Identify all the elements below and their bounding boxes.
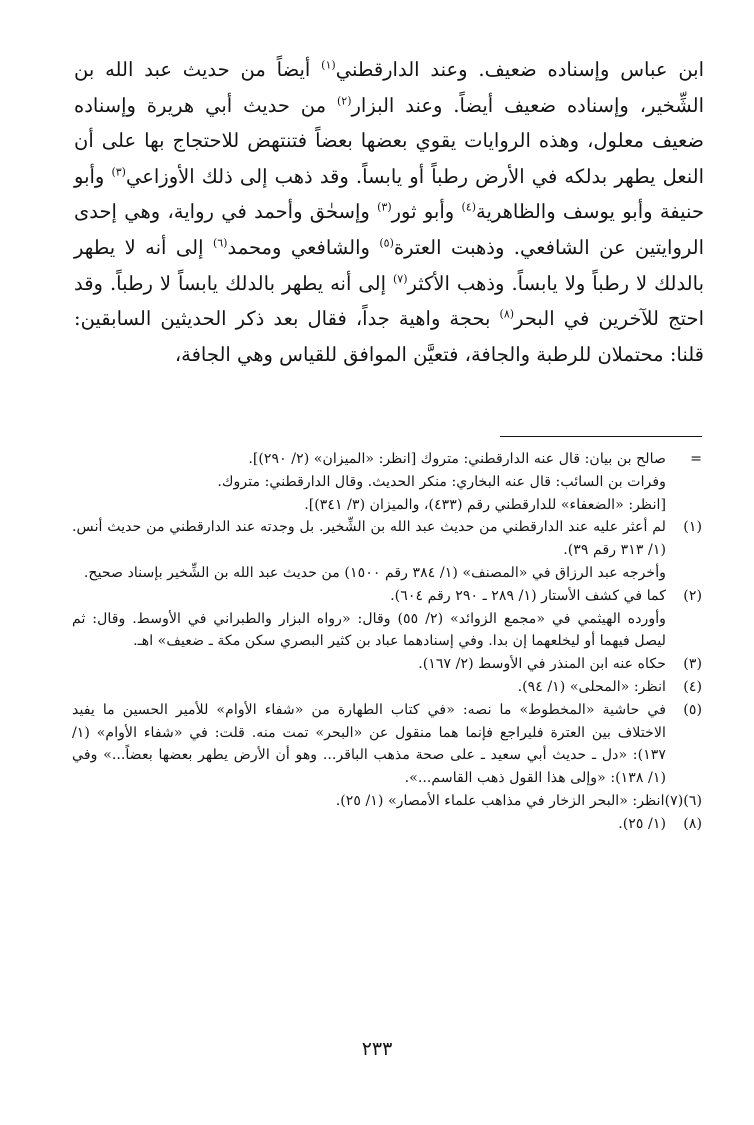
footnote-line: انظر: «المحلى» (١/ ٩٤).	[517, 678, 666, 695]
text-segment: إلى أنه يطهر بالدلك يابساً لا رطباً. وقد احتج للآخرين في البحر	[74, 271, 704, 331]
text-segment: وأبو ثور	[391, 200, 455, 224]
footnote-line: [انظر: «الضعفاء» للدارقطني رقم (٤٣٣)، والميزان (٣/ ٣٤١)].	[304, 496, 666, 513]
footnote-body	[72, 699, 666, 790]
footnote-body	[72, 585, 666, 653]
footnote-marker: (٨)	[683, 815, 702, 832]
footnote-ref[interactable]: (٣)	[111, 165, 126, 179]
footnote-6-7	[72, 790, 702, 813]
main-text	[74, 52, 704, 372]
footnote-ref[interactable]: (٧)	[392, 272, 408, 286]
footnote-body	[72, 790, 665, 813]
footnote-ref[interactable]: (٢)	[337, 94, 352, 108]
main-paragraph	[74, 52, 704, 372]
footnote-body	[72, 653, 666, 676]
text-segment: إلى أنه لا يطهر بالدلك لا رطباً ولا يابساً. وذهب الأكثر	[74, 235, 704, 295]
footnote-ref[interactable]: (٥)	[379, 236, 394, 250]
footnote-ref[interactable]: (١)	[321, 58, 336, 72]
footnote-4	[72, 676, 702, 699]
text-segment: وأبو حنيفة وأبو يوسف والظاهرية	[74, 164, 704, 224]
footnote-line: وفرات بن السائب: قال عنه البخاري: منكر الحديث. وقال الدارقطني: متروك.	[217, 473, 666, 490]
footnote-line: (١/ ٢٥).	[618, 815, 666, 832]
footnote-marker: =	[690, 451, 702, 467]
footnote-continuation	[72, 448, 702, 516]
footnote-2	[72, 585, 702, 653]
footnote-line: حكاه عنه ابن المنذر في الأوسط (٢/ ١٦٧).	[418, 656, 666, 673]
page-number: ٢٣٣	[361, 1038, 393, 1060]
footnote-marker: (٤)	[683, 678, 702, 695]
footnote-line: لم أعثر عليه عند الدارقطني من حديث عبد الله بن الشِّخير. بل وجدته عند الدارقطني من حديث أنس. (١/ ٣١٣ رقم ٣٩).	[72, 519, 666, 559]
footnote-marker: (٣)	[683, 656, 702, 673]
text-segment: ابن عباس وإسناده ضعيف. وعند الدارقطني	[335, 58, 705, 81]
footnote-line: في حاشية «المخطوط» ما نصه: «في كتاب الطهارة من «شفاء الأوام» للأمير الحسين ما يفيد الاختلاف بين العترة فليراجع فإنما هما منقول عن «البحر» تمت منه. قلت: في «شفاء الأوام» (١/ ١٣٧): «دل ـ حديث أبي سعيد ـ على صحة مذهب الباقر... وهو أن الأرض يطهر بعضها بعضاً...» وفي (١/ ١٣٨): «وإلى هذا القول ذهب القاسم...».	[72, 701, 666, 787]
footnote-ref[interactable]: (٣)	[377, 200, 392, 214]
footnote-separator	[500, 436, 702, 437]
text-segment: وإسحٰق وأحمد في رواية، وهي إحدى الروايتين عن الشافعي. وذهبت العترة	[74, 200, 704, 259]
footnote-marker: (٥)	[683, 701, 702, 718]
text-segment: من حديث أبي هريرة وإسناده ضعيف معلول، وهذه الروايات يقوي بعضها بعضاً فتنتهض للاحتجاج بها على أن النعل يطهر بدلكه في الأرض رطباً أو يابساً. وقد ذهب إلى ذلك الأوزاعي	[74, 93, 704, 188]
footnotes	[72, 448, 702, 836]
footnote-3	[72, 653, 702, 676]
text-segment: أيضاً من حديث عبد الله بن الشِّخير، وإسناده ضعيف أيضاً. وعند البزار	[74, 58, 705, 117]
text-segment: والشافعي ومحمد	[227, 235, 370, 259]
footnote-body	[72, 448, 666, 516]
footnote-line: وأخرجه عبد الرزاق في «المصنف» (١/ ٣٨٤ رقم ١٥٠٠) من حديث عبد الله بن الشِّخير بإسناد صحيح.	[83, 564, 666, 581]
footnote-ref[interactable]: (٦)	[212, 236, 228, 250]
footnote-body	[72, 813, 666, 836]
footnote-line: انظر: «البحر الزخار في مذاهب علماء الأمصار» (١/ ٢٥).	[335, 792, 665, 809]
footnote-body	[72, 516, 666, 584]
footnote-line: صالح بن بيان: قال عنه الدارقطني: متروك [انظر: «الميزان» (٢/ ٢٩٠)].	[248, 451, 666, 467]
footnote-marker: (٦)(٧)	[664, 792, 702, 809]
footnote-marker: (٢)	[683, 587, 702, 604]
footnote-marker: (١)	[683, 519, 702, 536]
footnote-5	[72, 699, 702, 790]
footnote-body	[72, 676, 666, 699]
footnote-line: وأورده الهيثمي في «مجمع الزوائد» (٢/ ٥٥) وقال: «رواه البزار والطبراني في الأوسط. وقال: ثم ليصل فيهما أو ليخلعهما إن بدا. وفي إسنادهما عباد بن كثير البصري سكن مكة ـ ضعيف» اهـ.	[72, 610, 667, 650]
footnote-ref[interactable]: (٨)	[499, 307, 515, 321]
footnote-8	[72, 813, 702, 836]
text-segment: بحجة واهية جداً، فقال بعد ذكر الحديثين السابقين: قلنا: محتملان للرطبة والجافة، فتعيَّن الموافق للقياس وهي الجافة،	[74, 307, 704, 366]
footnote-line: كما في كشف الأستار (١/ ٢٨٩ ـ ٢٩٠ رقم ٦٠٤).	[390, 587, 666, 604]
footnote-1	[72, 516, 702, 584]
footnote-ref[interactable]: (٤)	[461, 200, 476, 214]
